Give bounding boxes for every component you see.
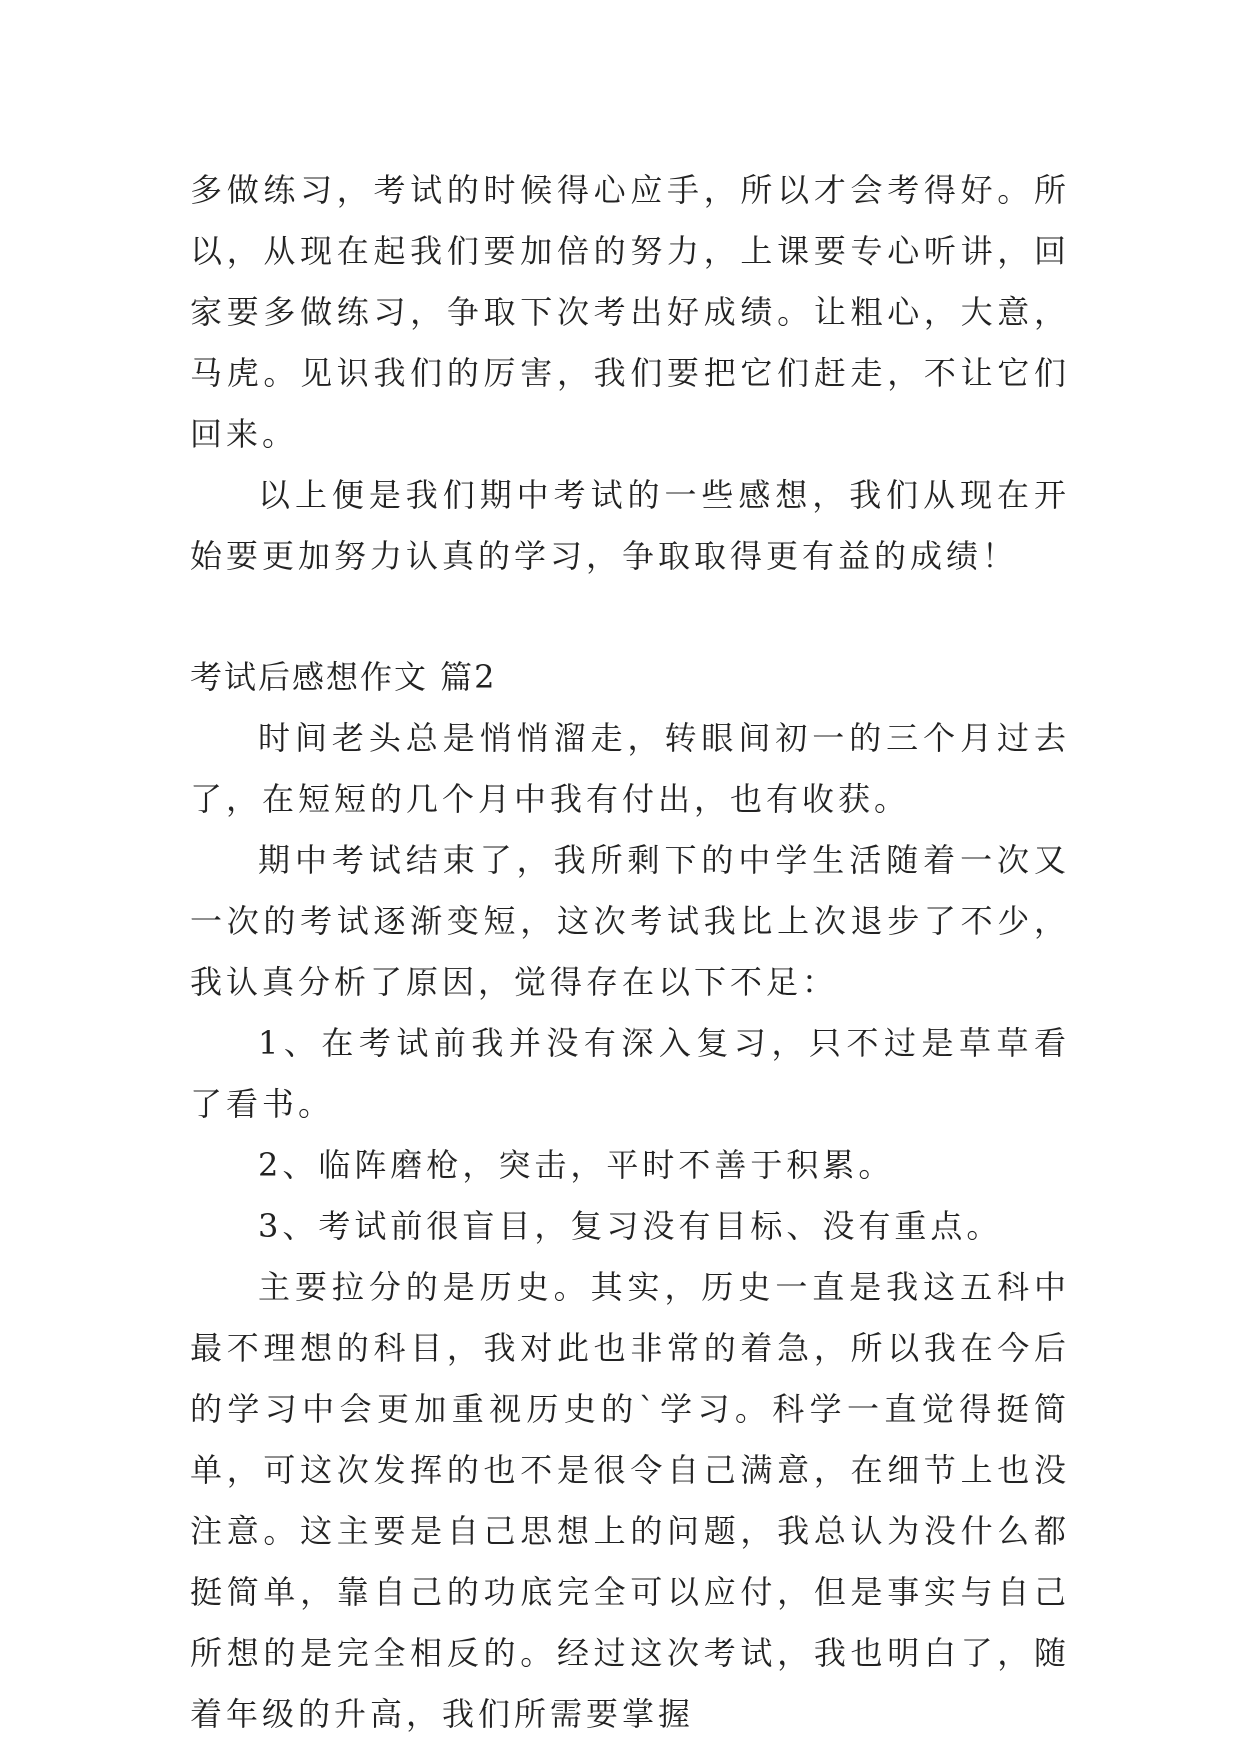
paragraph: 以上便是我们期中考试的一些感想，我们从现在开始要更加努力认真的学习，争取取得更有益的成绩！ bbox=[190, 476, 1070, 575]
document-body bbox=[190, 160, 1070, 1745]
list-item: 2、临阵磨枪，突击，平时不善于积累。 bbox=[258, 1146, 895, 1184]
paragraph: 期中考试结束了，我所剩下的中学生活随着一次又一次的考试逐渐变短，这次考试我比上次退步了不少，我认真分析了原因，觉得存在以下不足： bbox=[190, 841, 1070, 1001]
list-item: 1、在考试前我并没有深入复习，只不过是草草看了看书。 bbox=[190, 1024, 1070, 1123]
paragraph: 多做练习，考试的时候得心应手，所以才会考得好。所以，从现在起我们要加倍的努力，上课要专心听讲，回家要多做练习，争取下次考出好成绩。让粗心，大意，马虎。见识我们的厉害，我们要把它们赶走，不让它们回来。 bbox=[190, 171, 1070, 453]
list-item: 3、考试前很盲目，复习没有目标、没有重点。 bbox=[258, 1207, 1003, 1245]
section-heading: 考试后感想作文 篇2 bbox=[190, 658, 497, 696]
paragraph: 时间老头总是悄悄溜走，转眼间初一的三个月过去了，在短短的几个月中我有付出，也有收获。 bbox=[190, 719, 1070, 818]
paragraph: 主要拉分的是历史。其实，历史一直是我这五科中最不理想的科目，我对此也非常的着急，所以我在今后的学习中会更加重视历史的`学习。科学一直觉得挺简单，可这次发挥的也不是很令自己满意，在细节上也没注意。这主要是自己思想上的问题，我总认为没什么都挺简单，靠自己的功底完全可以应付，但是事实与自己所想的是完全相反的。经过这次考试，我也明白了，随着年级的升高，我们所需要掌握 bbox=[190, 1268, 1070, 1733]
